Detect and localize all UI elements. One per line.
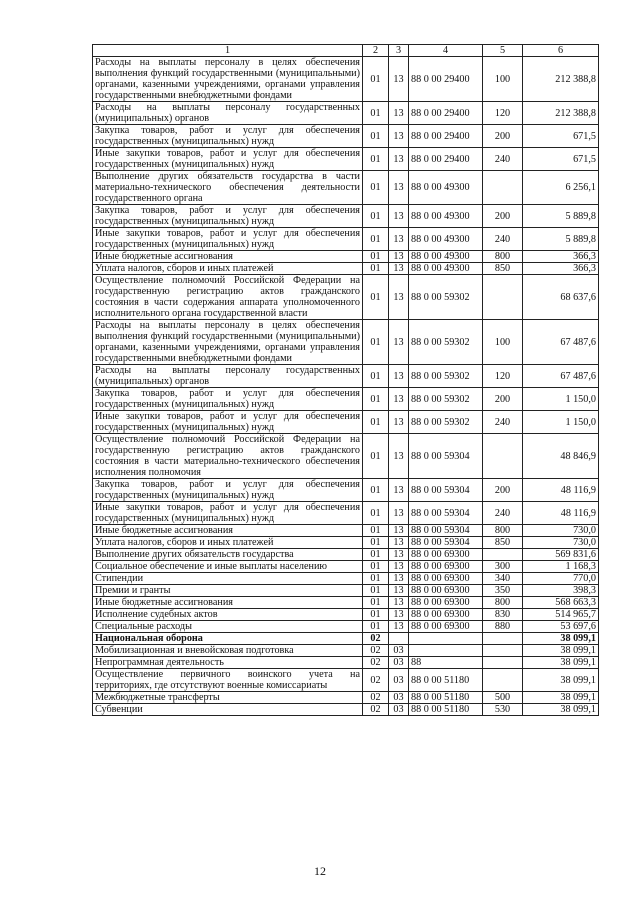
row-target-item-cell: 88 0 00 51180 [409,692,483,704]
row-target-item-cell: 88 0 00 59304 [409,434,483,479]
row-amount-cell: 671,5 [523,125,599,148]
row-expense-type-cell: 120 [483,365,523,388]
row-expense-type-cell [483,645,523,657]
row-subsection-cell: 13 [389,434,409,479]
row-expense-type-cell: 240 [483,502,523,525]
row-name-cell: Осуществление первичного воинского учета на территориях, где отсутствуют военные комиссариаты [93,669,363,692]
row-target-item-cell: 88 0 00 59304 [409,502,483,525]
row-subsection-cell: 13 [389,125,409,148]
table-row [93,251,599,263]
row-name-cell: Расходы на выплаты персоналу государственных (муниципальных) органов [93,365,363,388]
row-expense-type-cell: 200 [483,205,523,228]
row-amount-cell: 38 099,1 [523,633,599,645]
row-section-cell: 01 [363,479,389,502]
row-expense-type-cell: 800 [483,525,523,537]
row-amount-cell: 569 831,6 [523,549,599,561]
row-expense-type-cell [483,434,523,479]
row-section-cell: 02 [363,645,389,657]
header-cell-1: 1 [93,45,363,57]
row-target-item-cell: 88 0 00 59304 [409,537,483,549]
table-row [93,125,599,148]
table-row [93,621,599,633]
row-target-item-cell: 88 0 00 69300 [409,573,483,585]
budget-table [92,44,599,716]
table-row [93,434,599,479]
row-expense-type-cell: 240 [483,148,523,171]
row-subsection-cell: 03 [389,669,409,692]
row-amount-cell: 38 099,1 [523,669,599,692]
row-subsection-cell: 13 [389,411,409,434]
table-row [93,585,599,597]
row-expense-type-cell: 530 [483,704,523,716]
table-row [93,263,599,275]
row-expense-type-cell [483,171,523,205]
row-expense-type-cell: 850 [483,263,523,275]
table-row [93,228,599,251]
row-amount-cell: 212 388,8 [523,102,599,125]
table-row [93,502,599,525]
row-subsection-cell: 03 [389,657,409,669]
row-subsection-cell: 03 [389,645,409,657]
row-name-cell: Специальные расходы [93,621,363,633]
row-target-item-cell: 88 0 00 29400 [409,148,483,171]
row-section-cell: 02 [363,704,389,716]
row-target-item-cell: 88 0 00 49300 [409,171,483,205]
row-expense-type-cell: 800 [483,597,523,609]
row-name-cell: Расходы на выплаты персоналу в целях обеспечения выполнения функций государственными (муниципальными) органами, казенными учреждениями, органами управления государственными внебюджетными фондами [93,57,363,102]
row-section-cell: 01 [363,561,389,573]
row-section-cell: 01 [363,573,389,585]
header-cell-4: 4 [409,45,483,57]
row-expense-type-cell [483,657,523,669]
page-number: 12 [314,864,326,878]
table-row [93,388,599,411]
row-name-cell: Социальное обеспечение и иные выплаты населению [93,561,363,573]
row-amount-cell: 770,0 [523,573,599,585]
row-section-cell: 01 [363,251,389,263]
row-target-item-cell [409,633,483,645]
table-row [93,609,599,621]
table-row [93,148,599,171]
header-cell-2: 2 [363,45,389,57]
row-section-cell: 01 [363,125,389,148]
row-section-cell: 01 [363,148,389,171]
row-expense-type-cell: 120 [483,102,523,125]
row-amount-cell: 1 150,0 [523,411,599,434]
table-row [93,102,599,125]
row-expense-type-cell: 850 [483,537,523,549]
row-name-cell: Стипендии [93,573,363,585]
row-amount-cell: 6 256,1 [523,171,599,205]
row-name-cell: Расходы на выплаты персоналу в целях обеспечения выполнения функций государственными (муниципальными) органами, казенными учреждениями, органами управления государственными внебюджетными фондами [93,320,363,365]
row-target-item-cell: 88 0 00 49300 [409,228,483,251]
row-target-item-cell: 88 0 00 59304 [409,525,483,537]
table-row [93,205,599,228]
table-row [93,171,599,205]
row-target-item-cell: 88 0 00 51180 [409,704,483,716]
row-name-cell: Расходы на выплаты персоналу государственных (муниципальных) органов [93,102,363,125]
row-amount-cell: 38 099,1 [523,704,599,716]
row-target-item-cell: 88 0 00 59302 [409,320,483,365]
row-subsection-cell: 13 [389,365,409,388]
row-target-item-cell: 88 0 00 29400 [409,57,483,102]
table-row [93,57,599,102]
row-name-cell: Уплата налогов, сборов и иных платежей [93,263,363,275]
table-row [93,479,599,502]
table-row [93,573,599,585]
row-subsection-cell: 13 [389,597,409,609]
row-target-item-cell: 88 0 00 69300 [409,597,483,609]
table-row [93,411,599,434]
row-section-cell: 01 [363,388,389,411]
row-name-cell: Выполнение других обязательств государства [93,549,363,561]
table-row [93,365,599,388]
row-target-item-cell: 88 0 00 51180 [409,669,483,692]
row-section-cell: 01 [363,549,389,561]
row-target-item-cell: 88 0 00 69300 [409,609,483,621]
row-section-cell: 01 [363,597,389,609]
row-name-cell: Выполнение других обязательств государства в части материально-технического обеспечения деятельности государственного органа [93,171,363,205]
table-header-row [93,45,599,57]
row-section-cell: 01 [363,537,389,549]
row-target-item-cell: 88 0 00 49300 [409,251,483,263]
row-name-cell: Субвенции [93,704,363,716]
row-name-cell: Иные закупки товаров, работ и услуг для обеспечения государственных (муниципальных) нужд [93,148,363,171]
row-name-cell: Иные бюджетные ассигнования [93,597,363,609]
row-amount-cell: 568 663,3 [523,597,599,609]
header-cell-6: 6 [523,45,599,57]
row-target-item-cell: 88 0 00 29400 [409,125,483,148]
row-amount-cell: 514 965,7 [523,609,599,621]
row-subsection-cell: 13 [389,585,409,597]
row-target-item-cell: 88 0 00 59302 [409,411,483,434]
row-subsection-cell: 13 [389,320,409,365]
table-row [93,275,599,320]
row-name-cell: Закупка товаров, работ и услуг для обеспечения государственных (муниципальных) нужд [93,479,363,502]
row-section-cell: 01 [363,525,389,537]
row-amount-cell: 366,3 [523,263,599,275]
row-target-item-cell: 88 0 00 59302 [409,365,483,388]
row-amount-cell: 53 697,6 [523,621,599,633]
row-section-cell: 01 [363,320,389,365]
row-name-cell: Иные закупки товаров, работ и услуг для обеспечения государственных (муниципальных) нужд [93,502,363,525]
table-row [93,597,599,609]
row-name-cell: Премии и гранты [93,585,363,597]
row-amount-cell: 67 487,6 [523,320,599,365]
row-amount-cell: 68 637,6 [523,275,599,320]
row-name-cell: Закупка товаров, работ и услуг для обеспечения государственных (муниципальных) нужд [93,388,363,411]
row-name-cell: Непрограммная деятельность [93,657,363,669]
row-expense-type-cell: 880 [483,621,523,633]
row-amount-cell: 67 487,6 [523,365,599,388]
row-name-cell: Иные бюджетные ассигнования [93,525,363,537]
table-row [93,320,599,365]
row-section-cell: 01 [363,585,389,597]
row-amount-cell: 48 116,9 [523,502,599,525]
row-section-cell: 01 [363,102,389,125]
row-section-cell: 01 [363,621,389,633]
row-amount-cell: 48 846,9 [523,434,599,479]
row-section-cell: 02 [363,692,389,704]
row-subsection-cell: 13 [389,573,409,585]
table-body [93,45,599,716]
row-subsection-cell: 13 [389,537,409,549]
row-subsection-cell: 13 [389,621,409,633]
row-expense-type-cell: 200 [483,388,523,411]
row-amount-cell: 5 889,8 [523,205,599,228]
row-subsection-cell: 13 [389,148,409,171]
table-row [93,704,599,716]
row-subsection-cell: 13 [389,479,409,502]
row-target-item-cell: 88 0 00 69300 [409,621,483,633]
row-expense-type-cell [483,275,523,320]
row-expense-type-cell: 500 [483,692,523,704]
row-amount-cell: 671,5 [523,148,599,171]
table-row [93,633,599,645]
row-amount-cell: 366,3 [523,251,599,263]
row-name-cell: Межбюджетные трансферты [93,692,363,704]
row-target-item-cell: 88 0 00 59302 [409,388,483,411]
row-name-cell: Уплата налогов, сборов и иных платежей [93,537,363,549]
row-target-item-cell: 88 0 00 69300 [409,549,483,561]
row-expense-type-cell [483,633,523,645]
row-name-cell: Национальная оборона [93,633,363,645]
row-expense-type-cell: 200 [483,125,523,148]
row-section-cell: 01 [363,205,389,228]
row-subsection-cell: 13 [389,549,409,561]
row-section-cell: 01 [363,275,389,320]
row-amount-cell: 730,0 [523,537,599,549]
row-amount-cell: 48 116,9 [523,479,599,502]
row-subsection-cell: 13 [389,102,409,125]
row-subsection-cell: 13 [389,171,409,205]
row-target-item-cell: 88 0 00 59302 [409,275,483,320]
row-expense-type-cell [483,549,523,561]
row-expense-type-cell [483,669,523,692]
row-subsection-cell: 13 [389,388,409,411]
table-row [93,549,599,561]
row-subsection-cell: 13 [389,251,409,263]
row-name-cell: Иные закупки товаров, работ и услуг для обеспечения государственных (муниципальных) нужд [93,228,363,251]
row-name-cell: Осуществление полномочий Российской Федерации на государственную регистрацию актов гражданского состояния в части содержания аппарата уполномоченного исполнительного органа государственной власти [93,275,363,320]
row-subsection-cell: 13 [389,228,409,251]
header-cell-5: 5 [483,45,523,57]
table-row [93,561,599,573]
row-name-cell: Закупка товаров, работ и услуг для обеспечения государственных (муниципальных) нужд [93,205,363,228]
row-target-item-cell: 88 0 00 49300 [409,263,483,275]
row-amount-cell: 1 150,0 [523,388,599,411]
row-subsection-cell: 13 [389,561,409,573]
row-expense-type-cell: 340 [483,573,523,585]
row-name-cell: Осуществление полномочий Российской Федерации на государственную регистрацию актов гражданского состояния в части материально-технического обеспечения исполнения полномочия [93,434,363,479]
row-name-cell: Исполнение судебных актов [93,609,363,621]
row-subsection-cell: 13 [389,263,409,275]
row-amount-cell: 38 099,1 [523,657,599,669]
row-expense-type-cell: 100 [483,320,523,365]
row-target-item-cell: 88 0 00 69300 [409,561,483,573]
row-expense-type-cell: 830 [483,609,523,621]
row-target-item-cell: 88 0 00 29400 [409,102,483,125]
table-row [93,692,599,704]
row-amount-cell: 730,0 [523,525,599,537]
table-row [93,669,599,692]
row-amount-cell: 38 099,1 [523,645,599,657]
row-amount-cell: 38 099,1 [523,692,599,704]
row-name-cell: Иные бюджетные ассигнования [93,251,363,263]
row-subsection-cell: 13 [389,205,409,228]
row-target-item-cell: 88 0 00 49300 [409,205,483,228]
row-section-cell: 01 [363,228,389,251]
table-row [93,657,599,669]
row-section-cell: 01 [363,263,389,275]
row-subsection-cell: 03 [389,692,409,704]
row-subsection-cell [389,633,409,645]
row-section-cell: 01 [363,365,389,388]
row-expense-type-cell: 100 [483,57,523,102]
row-amount-cell: 1 168,3 [523,561,599,573]
row-target-item-cell [409,645,483,657]
row-subsection-cell: 13 [389,502,409,525]
table-row [93,645,599,657]
row-amount-cell: 398,3 [523,585,599,597]
row-target-item-cell: 88 0 00 69300 [409,585,483,597]
row-expense-type-cell: 300 [483,561,523,573]
row-target-item-cell: 88 [409,657,483,669]
row-section-cell: 02 [363,657,389,669]
row-amount-cell: 212 388,8 [523,57,599,102]
row-name-cell: Мобилизационная и вневойсковая подготовка [93,645,363,657]
row-target-item-cell: 88 0 00 59304 [409,479,483,502]
row-section-cell: 01 [363,434,389,479]
row-subsection-cell: 13 [389,57,409,102]
row-expense-type-cell: 350 [483,585,523,597]
row-section-cell: 01 [363,502,389,525]
table-row [93,525,599,537]
row-subsection-cell: 13 [389,609,409,621]
row-section-cell: 02 [363,669,389,692]
row-amount-cell: 5 889,8 [523,228,599,251]
row-section-cell: 01 [363,171,389,205]
row-expense-type-cell: 800 [483,251,523,263]
row-section-cell: 01 [363,411,389,434]
row-expense-type-cell: 240 [483,411,523,434]
row-name-cell: Закупка товаров, работ и услуг для обеспечения государственных (муниципальных) нужд [93,125,363,148]
row-subsection-cell: 13 [389,525,409,537]
row-section-cell: 01 [363,609,389,621]
row-expense-type-cell: 200 [483,479,523,502]
row-section-cell: 01 [363,57,389,102]
row-section-cell: 02 [363,633,389,645]
row-expense-type-cell: 240 [483,228,523,251]
row-name-cell: Иные закупки товаров, работ и услуг для обеспечения государственных (муниципальных) нужд [93,411,363,434]
row-subsection-cell: 03 [389,704,409,716]
row-subsection-cell: 13 [389,275,409,320]
table-row [93,537,599,549]
header-cell-3: 3 [389,45,409,57]
